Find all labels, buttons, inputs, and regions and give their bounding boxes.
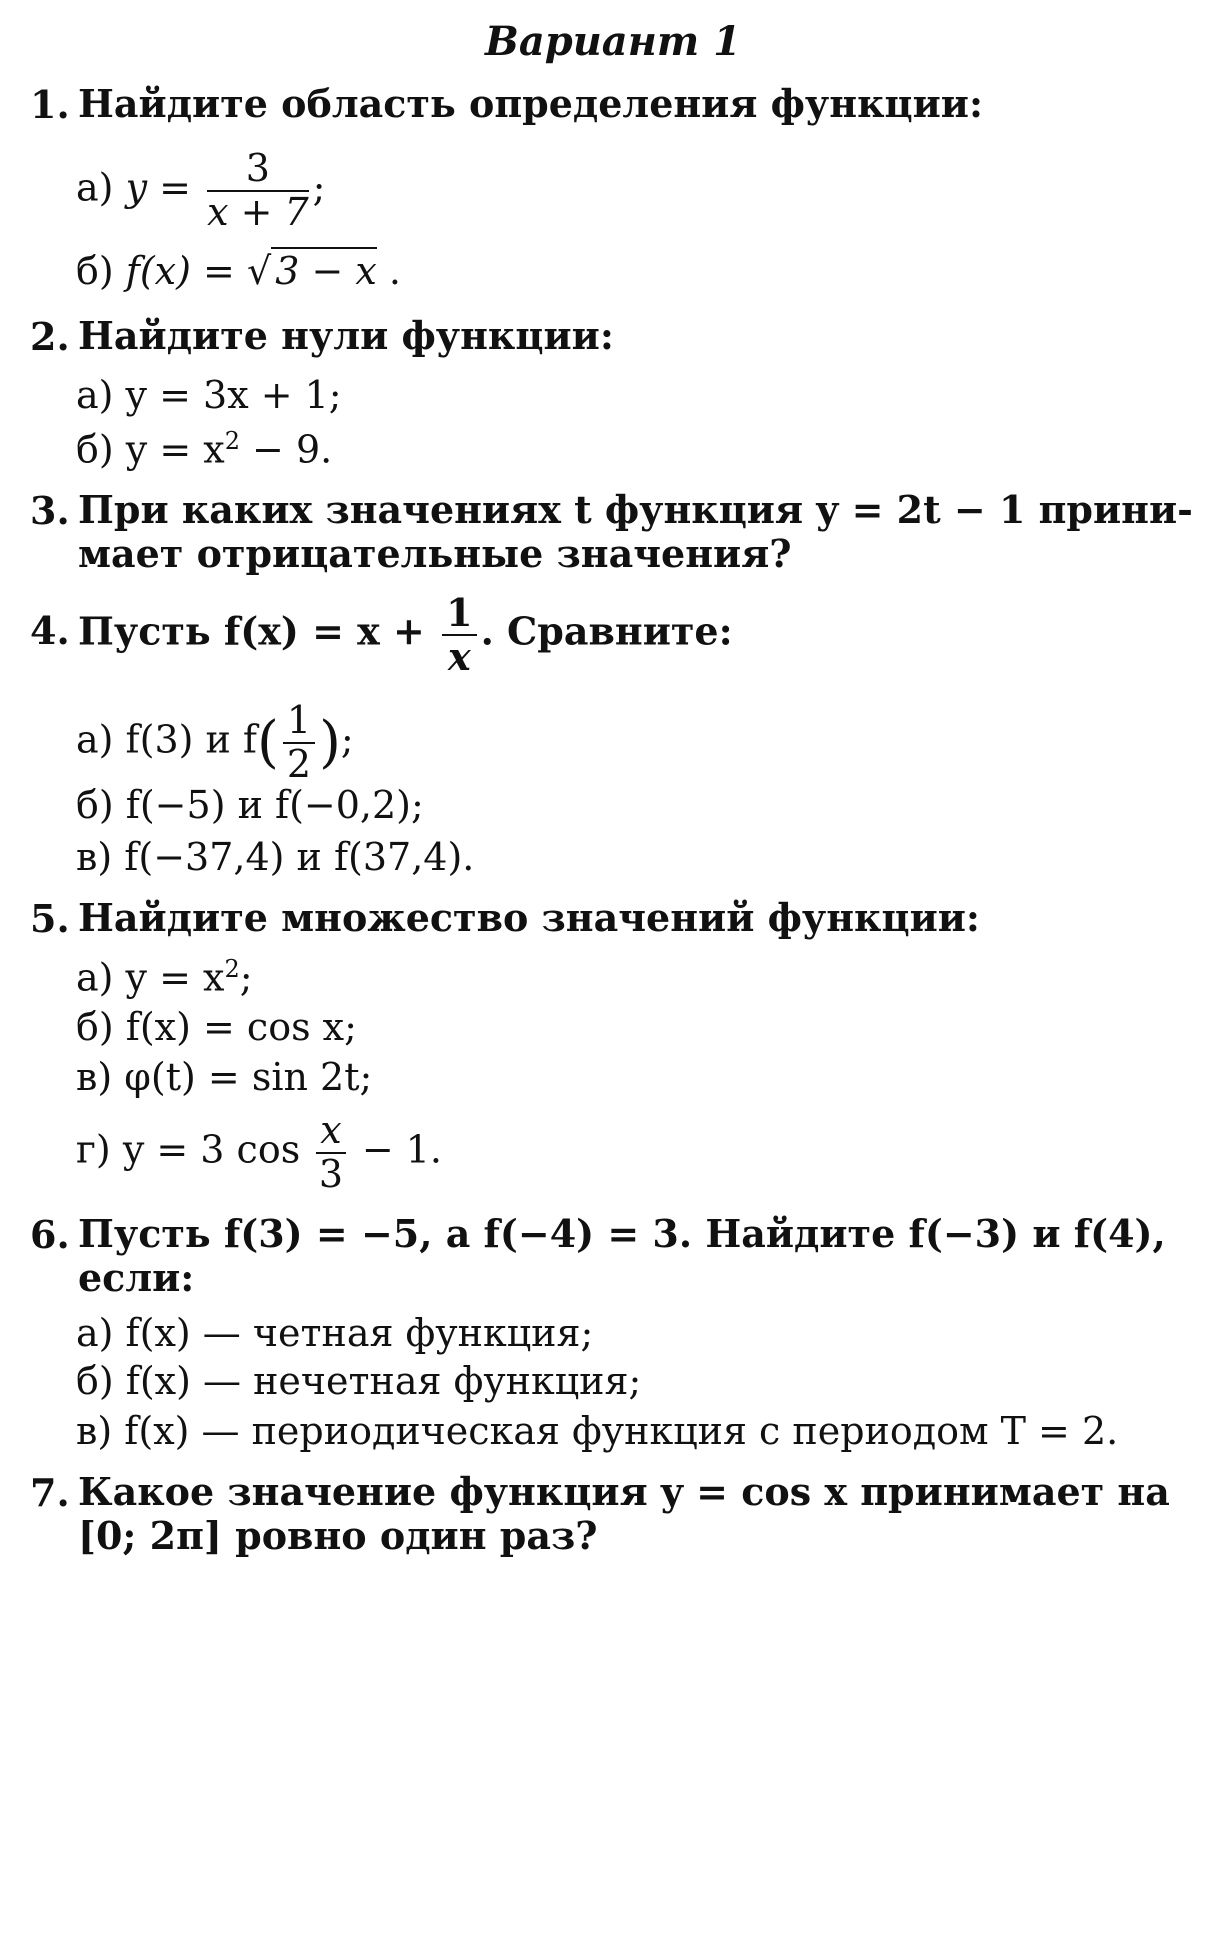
task-1a: а) y = $\frac{3}{x + 7}$ ; <box>76 146 326 234</box>
task-1-number: 1. <box>30 82 70 127</box>
task-6-line2: если: <box>78 1255 195 1300</box>
task-6-number: 6. <box>30 1212 70 1257</box>
task-6a: а) f(x) — четная функция; <box>76 1311 594 1355</box>
task-2a: а) y = 3x + 1; <box>76 373 342 417</box>
task-1b: б) f(x) = √ 3 − x . <box>76 249 401 293</box>
task-5b: б) f(x) = cos x; <box>76 1005 357 1049</box>
task-4-number: 4. <box>30 608 70 653</box>
task-4a: а) f(3) и f( $\frac{1}{2}$ ); <box>76 698 354 786</box>
task-7-line2: [0; 2π] ровно один раз? <box>78 1513 598 1558</box>
task-3-number: 3. <box>30 488 70 533</box>
task-4c: в) f(−37,4) и f(37,4). <box>76 835 475 879</box>
task-6b: б) f(x) — нечетная функция; <box>76 1359 642 1403</box>
task-5d: г) y = 3 cos $\frac{x}{3}$ − 1. <box>76 1108 443 1196</box>
task-2-text: Найдите нули функции: <box>78 313 614 358</box>
task-6-line1: Пусть f(3) = −5, а f(−4) = 3. Найдите f(−3) и f(4), <box>78 1211 1166 1256</box>
task-2b: б) $y = x^2 - 9$. <box>76 427 333 472</box>
task-5c: в) φ(t) = sin 2t; <box>76 1055 373 1099</box>
sqrt-symbol: √ <box>246 249 272 293</box>
task-1-text: Найдите область определения функции: <box>78 81 983 126</box>
task-5-text: Найдите множество значений функции: <box>78 895 980 940</box>
task-5-number: 5. <box>30 896 70 941</box>
task-6c: в) f(x) — периодическая функция с периодом T = 2. <box>76 1409 1119 1453</box>
task-5d-fraction: $\frac{x}{3}$ <box>316 1110 345 1196</box>
task-1a-fraction: $\frac{3}{x + 7}$ <box>207 146 309 234</box>
task-2-number: 2. <box>30 314 70 359</box>
task-5a: а) $y = x^2$; <box>76 955 253 1000</box>
task-4-text: Пусть f(x) = x + $\frac{1}{x}$ . Сравните: <box>78 590 733 679</box>
task-7-number: 7. <box>30 1470 70 1515</box>
variant-title: Вариант 1 <box>485 18 741 65</box>
task-7-line1: Какое значение функция y = cos x принимает на <box>78 1469 1170 1514</box>
task-3-line2: мает отрицательные значения? <box>78 531 792 576</box>
task-4-fraction: $\frac{1}{x}$ <box>442 592 476 678</box>
task-4a-fraction: $\frac{1}{2}$ <box>283 700 315 786</box>
task-3-line1: При каких значениях t функция y = 2t − 1 прини- <box>78 487 1193 532</box>
task-4b: б) f(−5) и f(−0,2); <box>76 783 424 827</box>
